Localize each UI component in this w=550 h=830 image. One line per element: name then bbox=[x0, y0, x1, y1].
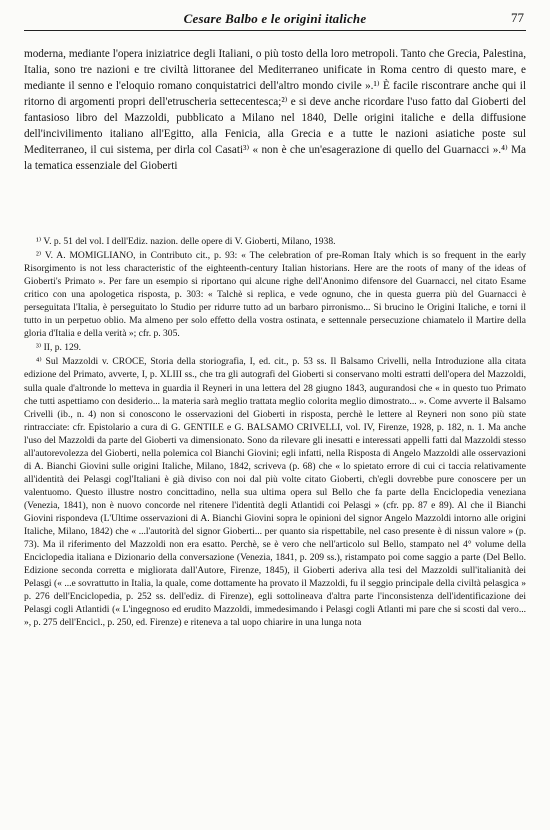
footnote-3: ³⁾ II, p. 129. bbox=[36, 342, 81, 354]
running-title: Cesare Balbo e le origini italiche bbox=[183, 11, 367, 26]
page-number: 77 bbox=[511, 10, 524, 25]
page-header bbox=[24, 8, 526, 31]
footnote-4: ⁴⁾ Sul Mazzoldi v. CROCE, Storia della storiografia, I, ed. cit., p. 53 ss. Il Balsamo Crivelli, nella Introduzione alla citata edizione del Primato, avverte, I, p. XLIII ss., che tra gli autografi del Gioberti si conservano molti estratti dell'opera del Mazzoldi, sulla quale d'altronde lo metteva in guardia il Reyneri in una lettera del 28 giugno 1843, augurandosi che « in questo tuo Primato che tutti aspettiamo con desiderio... la materia sarà meglio trattata meglio colorita meglio dimostrato... ». Come avverte il Balsamo Crivelli (ib., n. 4) non si conoscono le osservazioni del Gioberti in risposta, perchè le lettere al Reyneri non sono più state rintracciate: cfr. Epistolario a cura di G. GENTILE e G. BALSAMO CRIVELLI, vol. IV, Firenze, 1928, p. 182, n. 1. Ma anche l'uso del Mazzoldi da parte del Gioberti va dimensionato. Sono da rilevare gli inesatti e interessati appelli fatti dal Mazzoldi stesso all'autorevolezza del Gioberti, nella polemica col Bianchi Giovini; egli infatti, nella Risposta di Angelo Mazzoldi alle osservazioni di A. Bianchi Giovini sulle origini Italiche, Milano, 1842, scriveva (p. 68) che « lo spietato errore di cui ci taccia relativamente all'identità dei Pelasgi cogl'Italiani è già diviso con noi dal più volte citato Gioberti, ch'egli dovrebbe pure conoscere per un valentuomo. Questo illustre nostro concittadino, nella sua ultima opera sul Bello che fa parte della Enciclopedia veneziana (Venezia, 1841), non è nuovo concorde nel ritenere l'identità degli Atlantidi coi Pelasgi » (cfr. pp. 87 e 89). Al che il Bianchi Giovini rispondeva (L'Ultime osservazioni di A. Bianchi Giovini sopra le opinioni del signor Angelo Mazzoldi intorno alle origini Italiche, Milano, 1842) che « ...l'autorità del signor Gioberti... per quanto sia rispettabile, nel caso presente è di nissun valore » (p. 73). Ma il riferimento del Mazzoldi non era esatto. Perchè, se è vero che nell'articolo sul Bello, stampato nel 4° volume della Enciclopedia italiana e Dizionario della conversazione (Venezia, 1841, p. 209 ss.), ristampato poi come saggio a parte (Del Bello. Edizione seconda corretta e migliorata dall'Autore, Firenze, 1845), il Gioberti aderiva alla tesi del Mazzoldi sull'italianità dei Pelasgi (« ...e sovrattutto in Italia, la quale, come dottamente ha provato il Mazzoldi, fu il seggio principale della civiltà pelasgica » p. 276 dell'Enciclopedia, p. 252 ss. dell'ediz. di Firenze), egli sottolineava d'altra parte l'inconsistenza dell'identificazione dei Pelasgi cogli Atlantidi (« L'ingegnoso ed erudito Mazzoldi, immedesimando i Pelasgi cogli Atlanti mi pare che si scosti dal vero... », p. 275 dell'Encicl., p. 250, ed. Firenze) e riteneva a tal uopo chiarire in una lunga nota bbox=[24, 356, 526, 629]
main-text: moderna, mediante l'opera iniziatrice degli Italiani, o più tosto della loro metropoli. Tanto che Grecia, Palestina, Italia, sono tre nazioni e tre civiltà littoranee del Mediterraneo unificate in Roma centro di questo mare, e mediante il senno e l'eloquio romano conquistatrici dell'altro mondo civile ».¹⁾ È facile riscontrare anche qui il ritorno di argomenti propri dell'etruscheria settecentesca;²⁾ e si deve anche ricordare l'uso fatto dal Gioberti del fantasioso libro del Mazzoldi, pubblicato a Milano nel 1840, Delle origini italiche e della diffusione dell'incivilimento italiano all'Egitto, alla Fenicia, alla Grecia e a tutte le nazioni asiatiche poste sul Mediterraneo, il cui sistema, per dirla col Casati³⁾ « non è che un'esagerazione di quello del Guarnacci ».⁴⁾ Ma la tematica essenziale del Gioberti bbox=[24, 48, 526, 172]
footnote-1: ¹⁾ V. p. 51 del vol. I dell'Ediz. nazion. delle opere di V. Gioberti, Milano, 1938. bbox=[36, 236, 336, 247]
footnotes bbox=[24, 235, 526, 629]
footnote-2: ²⁾ V. A. MOMIGLIANO, in Contributo cit., p. 93: « The celebration of pre-Roman Italy which is so frequent in the early Risorgimento is not less characteristic of the eighteenth-century Italian historians. Here are the roots of many of the ideas of Gioberti's Primato ». Per fare un esempio si riportano qui alcune righe dell'Anonimo difensore del Guarnacci, nel citato Esame critico con una apologetica risposta, p. 303: « Talchè si replica, e vede ognuno, che in questa guerra più del Guarnacci è perseguitata l'Italia, è perseguitato lo Studio per ridurre tutto ad un barbaro pirronismo... Si brucino le Origini Italiche, e torni il tutto in un perpetuo oblio. Ma almeno per solo effetto della vostra ostinata, e settennale persecuzione chiamatelo il Martire della gloria d'Italia e della verità »; cfr. p. 305. bbox=[24, 250, 526, 340]
